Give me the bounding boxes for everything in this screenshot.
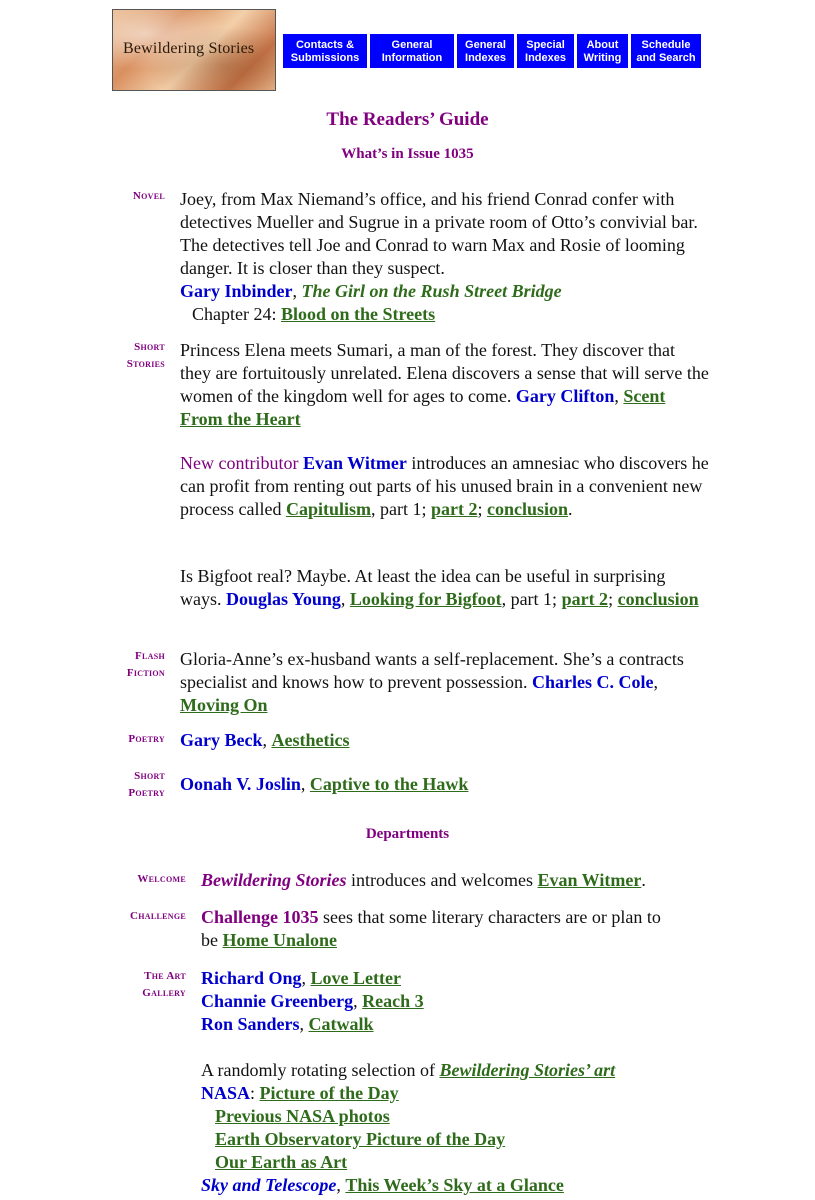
art-item: Ron Sanders, Catwalk <box>201 1014 374 1034</box>
nav-general-information-button[interactable]: General Information <box>370 34 454 68</box>
poem-link[interactable]: Aesthetics <box>271 730 350 750</box>
nasa-previous-link[interactable]: Previous NASA photos <box>215 1106 390 1126</box>
site-logo[interactable] <box>112 9 276 91</box>
artist-link[interactable]: Channie Greenberg <box>201 991 354 1011</box>
sky-glance-link[interactable]: This Week’s Sky at a Glance <box>345 1175 564 1195</box>
artist-link[interactable]: Ron Sanders <box>201 1014 300 1034</box>
artist-link[interactable]: Richard Ong <box>201 968 302 988</box>
earth-observatory-link[interactable]: Earth Observatory Picture of the Day <box>215 1129 506 1149</box>
header <box>0 0 815 110</box>
story-3: Is Bigfoot real? Maybe. At least the idea can be useful in surprising ways. Douglas Young, Looking for Bigfoot, part 1; part 2; conclusion <box>180 566 699 609</box>
logo-text: Bewildering Stories <box>123 40 255 57</box>
author-link[interactable]: C. Cole <box>596 672 654 692</box>
dept-label-art-gallery: The Art Gallery <box>142 970 186 999</box>
section-label-poetry: Poetry <box>128 733 165 745</box>
nav-special-indexes-button[interactable]: Special Indexes <box>517 34 574 68</box>
issue-title: What’s in Issue 1035 <box>341 146 474 162</box>
conclusion-link[interactable]: conclusion <box>487 499 569 519</box>
page-title: The Readers’ Guide <box>326 109 489 130</box>
story-2: New contributor Evan Witmer introduces an amnesiac who discovers he can profit from renting out parts of his unused brain in a convenient new process called Capitulism, part 1; part 2; conclusion. <box>180 453 709 519</box>
author-link[interactable]: Oonah V. Joslin <box>180 774 301 794</box>
story-1: Princess Elena meets Sumari, a man of the forest. They discover that they are fortuitously unrelated. Elena discovers a sense that will serve the women of the kingdom well for ages to come. Gary Clifton, Scent From the Heart <box>180 340 709 429</box>
part-2-link[interactable]: part 2 <box>430 499 478 519</box>
sky-row: Sky and Telescope, This Week’s Sky at a Glance <box>201 1175 564 1195</box>
welcome-link[interactable]: Evan Witmer <box>537 870 642 890</box>
story-link[interactable]: Scent From the Heart <box>180 386 666 429</box>
author-link[interactable]: Clifton <box>560 386 615 406</box>
nav-schedule-search-button[interactable]: Schedule and Search <box>631 34 701 68</box>
author-link[interactable]: Charles <box>531 672 592 692</box>
part-2-link[interactable]: part 2 <box>561 589 609 609</box>
earth-as-art-link[interactable]: Our Earth as Art <box>215 1152 348 1172</box>
dept-label-challenge: Challenge <box>130 910 186 922</box>
author-link[interactable]: Douglas Young <box>226 589 341 609</box>
conclusion-link[interactable]: conclusion <box>617 589 699 609</box>
novel-title: The Girl on the Rush Street Bridge <box>301 281 562 301</box>
chapter-link[interactable]: Blood on the Streets <box>280 304 436 324</box>
story-link[interactable]: Moving On <box>180 695 268 715</box>
author-link[interactable]: Gary <box>515 386 556 406</box>
novel-credit: Gary Inbinder, The Girl on the Rush Street Bridge <box>180 281 562 301</box>
welcome-content: Bewildering Stories introduces and welcomes Evan Witmer. <box>201 870 646 890</box>
novel-summary: Joey, from Max Niemand’s office, and his friend Conrad confer with detectives Mueller and Sugrue in a private room of Otto’s convivial bar. The detectives tell Joe and Conrad to warn Max and Rosie of looming danger. It is closer than they suspect. <box>180 189 698 278</box>
art-link[interactable]: Catwalk <box>308 1014 374 1034</box>
art-link[interactable]: Reach 3 <box>362 991 424 1011</box>
author-link[interactable]: Gary Inbinder <box>180 281 293 301</box>
art-gallery-content <box>201 967 761 1197</box>
novel-content <box>180 188 720 326</box>
challenge-content: Challenge 1035 sees that some literary characters are or plan to be Home Unalone <box>201 907 661 950</box>
section-label-flash-fiction: Flash Fiction <box>126 650 165 679</box>
art-link[interactable]: Love Letter <box>310 968 401 988</box>
story-link[interactable]: Looking for Bigfoot <box>349 589 502 609</box>
novel-chapter: Chapter 24: Blood on the Streets <box>192 304 436 324</box>
author-link[interactable]: Evan Witmer <box>302 453 407 473</box>
story-link[interactable]: Capitulism <box>285 499 371 519</box>
art-item: Richard Ong, Love Letter <box>201 968 401 988</box>
nav-about-writing-button[interactable]: About Writing <box>577 34 628 68</box>
section-label-novel: Novel <box>132 190 165 202</box>
departments-title: Departments <box>365 826 450 842</box>
poem-link[interactable]: Captive to the Hawk <box>309 774 469 794</box>
nav-contacts-button[interactable]: Contacts & Submissions <box>283 34 367 68</box>
challenge-topic-link[interactable]: Home Unalone <box>222 930 337 950</box>
rotating-art: A randomly rotating selection of Bewildering Stories’ art <box>201 1060 616 1080</box>
author-link[interactable]: Gary Beck <box>180 730 263 750</box>
challenge-link[interactable]: Challenge 1035 <box>201 907 319 927</box>
nasa-row: NASA: Picture of the Day <box>201 1083 399 1103</box>
main-nav <box>283 34 701 68</box>
short-poetry-content: Oonah V. Joslin, Captive to the Hawk <box>180 774 469 794</box>
flash-fiction-content: Gloria-Anne’s ex-husband wants a self-replacement. She’s a contracts specialist and knows how to prevent possession. Charles C. Cole, Moving On <box>180 649 684 715</box>
section-label-short-poetry: Short Poetry <box>128 770 165 799</box>
short-stories-content <box>180 339 710 431</box>
nav-general-indexes-button[interactable]: General Indexes <box>457 34 514 68</box>
nasa-potd-link[interactable]: Picture of the Day <box>259 1083 399 1103</box>
rotating-art-link[interactable]: Bewildering Stories’ art <box>439 1060 616 1080</box>
dept-label-welcome: Welcome <box>137 873 186 885</box>
poetry-content: Gary Beck, Aesthetics <box>180 730 350 750</box>
section-label-short-stories: Short Stories <box>126 341 165 370</box>
art-item: Channie Greenberg, Reach 3 <box>201 991 424 1011</box>
